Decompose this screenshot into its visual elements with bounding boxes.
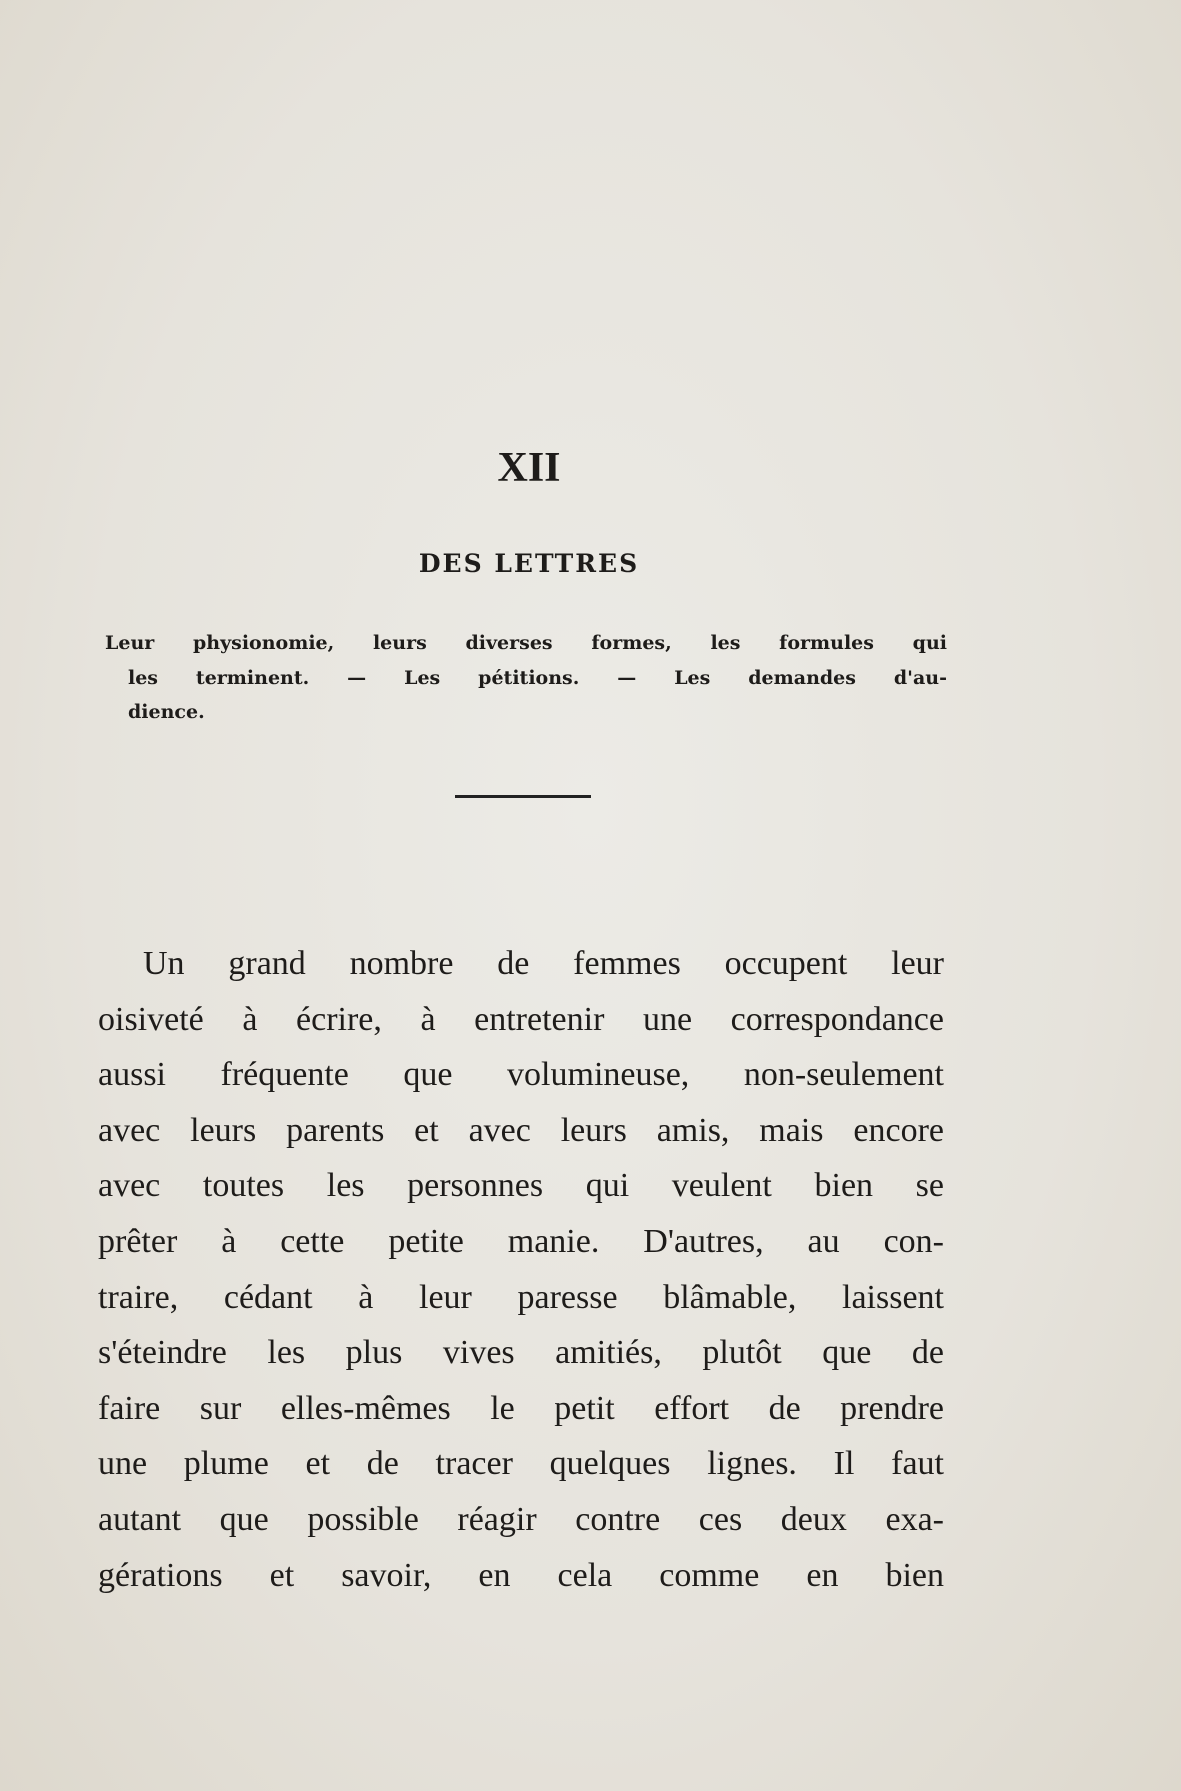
text-line: aussi fréquente que volumineuse, non-seulement	[98, 1056, 944, 1094]
text-line: avec toutes les personnes qui veulent bien se	[98, 1167, 944, 1205]
text-line: oisiveté à écrire, à entretenir une correspondance	[98, 1000, 944, 1038]
text-line: Un grand nombre de femmes occupent leur	[143, 945, 944, 982]
chapter-number: XII	[497, 445, 561, 491]
body-text	[98, 936, 944, 1603]
summary-line: dience.	[128, 701, 205, 723]
divider-rule	[455, 795, 591, 798]
summary-line: les terminent. — Les pétitions. — Les demandes d'au-	[128, 666, 947, 689]
chapter-title: DES LETTRES	[418, 549, 640, 578]
text-line: avec leurs parents et avec leurs amis, mais encore	[98, 1111, 944, 1149]
text-line: prêter à cette petite manie. D'autres, au con-	[98, 1222, 944, 1260]
chapter-summary	[105, 626, 947, 730]
text-line: gérations et savoir, en cela comme en bien	[98, 1556, 944, 1594]
text-line: s'éteindre les plus vives amitiés, plutôt que de	[98, 1334, 944, 1372]
text-line: une plume et de tracer quelques lignes. Il faut	[98, 1445, 944, 1483]
text-line: faire sur elles-mêmes le petit effort de prendre	[98, 1389, 944, 1427]
text-line: autant que possible réagir contre ces deux exa-	[98, 1500, 944, 1538]
summary-line: Leur physionomie, leurs diverses formes, les formules qui	[105, 632, 947, 654]
text-line: traire, cédant à leur paresse blâmable, laissent	[98, 1278, 944, 1316]
